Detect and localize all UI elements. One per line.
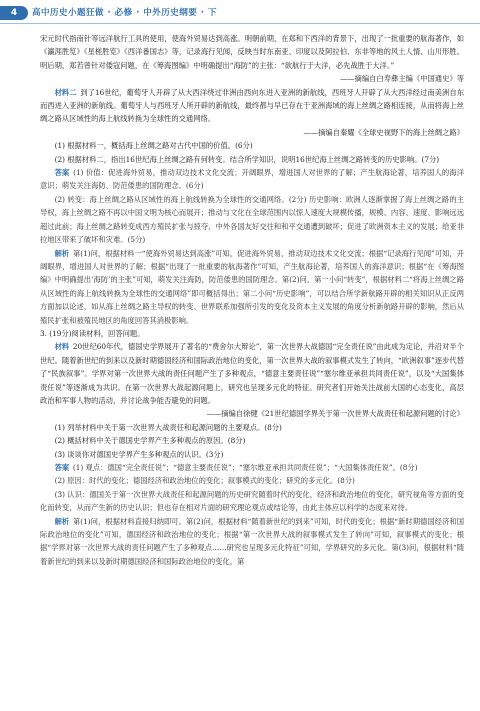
document-body: [40, 32, 464, 568]
paragraph-text: 宋元时代指南针等远洋航行工具的使用，使海外贸易达到高涨。明朝前期，在郑和下西洋的背景下，出现了一批重要的航海著作，如《瀛涯胜览》《星槎胜览》《西洋番国志》等，记录海行见闻，反映当时东南亚、印度以及阿拉伯、东非等地的风土人情、山川形胜。明后期，郑若曾针对倭寇问题，在《筹海图编》中明确提出“海防”的主张：“欲航行于大洋，必先战胜于大洋。”: [40, 34, 464, 70]
page-header: [0, 6, 480, 22]
paragraph-text: 第(1)问，根据材料直接归纳即可。第(2)问，根据材料“随着新世纪的到来”可知，时代的变化；根据“新时期德国经济和国际政治地位的变化”可知，德国经济和政治地位的变化；根据“第一次世界大战的叙事模式发生了转向”可知，叙事模式的变化；根据“学界对第一次世界大战的责任问题产生了多种观点……研究也呈现多元化特征”可知，学界研究的多元化。第(3)问，根据材料“随着新世纪的到来以及新时期德国经济和国际政治地位的变化，第: [40, 516, 464, 566]
paragraph-text: (2) 概括材料中关于德国史学界产生多种观点的原因。(8分): [54, 436, 246, 446]
paragraph-text: (1) 列举材料中关于第一次世界大战责任和起源问题的主要观点。(8分): [54, 422, 282, 432]
paragraph-source: [40, 407, 464, 420]
section-tag: 材料: [54, 342, 70, 352]
page-number-badge: 4: [0, 6, 28, 20]
paragraph-text: 20世纪60年代，德国史学界展开了著名的“费舍尔大辩论”，第一次世界大战德国“完全责任说”由此成为定论，并沿对半个世纪。随着新世纪的到来以及新时期德国经济和国际政治地位的变化，第一次世界大战的叙事模式发生了转向，“欧洲叙事”逐步代替了“民族叙事”。学界对第一次世界大战的责任问题产生了多种观点，“德意主要责任说”“塞尔维亚承担共同责任说”，以及“大国集体责任说”等逐渐成为共识。在第一次世界大战起源问题上，研究也呈现多元化的特征。研究者们开始关注战前大国的心态变化，高层政治和军事人物的活动，并讨论战争能否避免的问题。: [40, 342, 464, 405]
paragraph-source: [40, 72, 464, 85]
paragraph-source: [40, 126, 464, 139]
paragraph-text: 到了16世纪，葡萄牙人开辟了从大西洋绕过非洲由西向东进入亚洲的新航线，西班牙人开辟了从大西洋经过南美洲自东而西进入亚洲的新航线。葡萄牙人与西班牙人所开辟的新航线，最终都与早已存在于亚洲海域的海上丝绸之路相连接，从而将海上丝绸之路从区域性的海上航线转换为全球性的交通网络。: [40, 87, 465, 124]
paragraph-text: (1) 根据材料一，概括海上丝绸之路对古代中国的价值。(6分): [54, 141, 253, 151]
paragraph-question: [40, 139, 464, 152]
paragraph-question: [40, 153, 464, 166]
paragraph-text: 第(1)问，根据材料一“使海外贸易达到高涨”可知，促进海外贸易，推动双边技术文化交流；根据“记录海行见闻”可知，开阔眼界，增进国人对世界的了解；根据“出现了一批重要的航海著作”可知，产生航海论著，培养国人的海洋意识；根据“在《筹海图编》中明确提出‘海防’的主张”可知，萌发关注海防，防范倭患的国防理念。第(2)问，第一小问“转变”，根据材料二“将海上丝绸之路从区域性的海上航线转换为全球性的交通网络”即可概括得出；第二小问“历史影响”，可以结合所学新航路开辟的相关知识从正反两方面加以论述，如从海上丝绸之路主导权的转变、世界联系加强所引发的变化及资本主义发展的角度分析新航路开辟的影响，然后从殖民扩张和被殖民地区的角度回答其消极影响。: [40, 248, 464, 325]
paragraph-question: [40, 327, 464, 340]
paragraph-question: [40, 421, 464, 434]
paragraph-analysis: [40, 515, 464, 569]
paragraph-text: (3) 谈谈你对德国史学界产生多种观点的认识。(3分): [54, 449, 224, 459]
running-title: 高中历史小题狂做 · 必修 · 中外历史纲要 · 下: [32, 8, 217, 18]
paragraph-text: (2) 根据材料二，指出16世纪海上丝绸之路有何转变。结合所学知识，说明16世纪海上丝绸之路转变的历史影响。(7分): [54, 154, 440, 164]
section-tag: 答案: [54, 168, 70, 178]
paragraph-answer: [40, 488, 464, 515]
paragraph-answer: [40, 474, 464, 487]
paragraph-answer: [40, 193, 464, 247]
section-tag: 解析: [54, 516, 70, 526]
section-tag: 解析: [54, 248, 70, 258]
paragraph-material: [40, 86, 464, 126]
paragraph-plain: [40, 32, 464, 72]
paragraph-text: (2) 原因：时代的变化；德国经济和政治地位的变化；叙事模式的变化；研究的多元化。(8分): [54, 476, 355, 486]
header-divider: [0, 23, 480, 24]
paragraph-text: (2) 转变：海上丝绸之路从区域性的海上航线转换为全球性的交通网络。(2分) 历史影响：欧洲人逐渐掌握了海上丝绸之路的主导权，海上丝绸之路不再以中国文明为核心而展开；推动与文化在全球范围内以惊人速度大规模传播，规模、内容、速度、影响远远超过此前；海上丝绸之路转变成西方殖民扩张与掠夺、中外各国友好交往和和平交通遭到破坏；促进了欧洲资本主义的发展；给亚非拉地区带来了破坏和灾难。(5分): [40, 194, 464, 245]
paragraph-text: 3. (19分)阅读材料，回答问题。: [40, 328, 145, 338]
paragraph-text: ——摘编自秦耀《全球史视野下的海上丝绸之路》: [303, 127, 464, 137]
paragraph-analysis: [40, 247, 464, 327]
section-tag: 材料二: [54, 87, 77, 97]
paragraph-text: (1) 价值：促进海外贸易，推动双边技术文化交流；开阔眼界，增进国人对世界的了解；产生航海论著，培养国人的海洋意识；萌发关注海防、防范倭患的国防理念。(6分): [40, 168, 465, 191]
paragraph-question: [40, 448, 464, 461]
paragraph-text: (1) 观点：德国“完全责任说”；“德意主要责任说”；“塞尔维亚承担共同责任说”；“大国集体责任说”。(8分): [72, 463, 418, 472]
paragraph-text: ——摘编自白寿彝主编《中国通史》等: [339, 74, 464, 84]
paragraph-question: [40, 434, 464, 447]
paragraph-answer: [40, 461, 464, 474]
paragraph-material: [40, 340, 464, 407]
paragraph-answer: [40, 166, 464, 193]
paragraph-text: (3) 认识：德国关于第一次世界大战责任和起源问题的历史研究随着时代的变化，经济和政治地位的变化，研究视角等方面的变化而转变，从而产生新的历史认识；但也存在相对片面的研究理论观点或结论等，由此主体应以科学的态度来对待。: [40, 489, 464, 513]
paragraph-text: ——摘编自徐健《21世纪德国学界关于第一次世界大战责任和起源问题的讨论》: [206, 409, 464, 419]
section-tag: 答案: [54, 463, 70, 472]
